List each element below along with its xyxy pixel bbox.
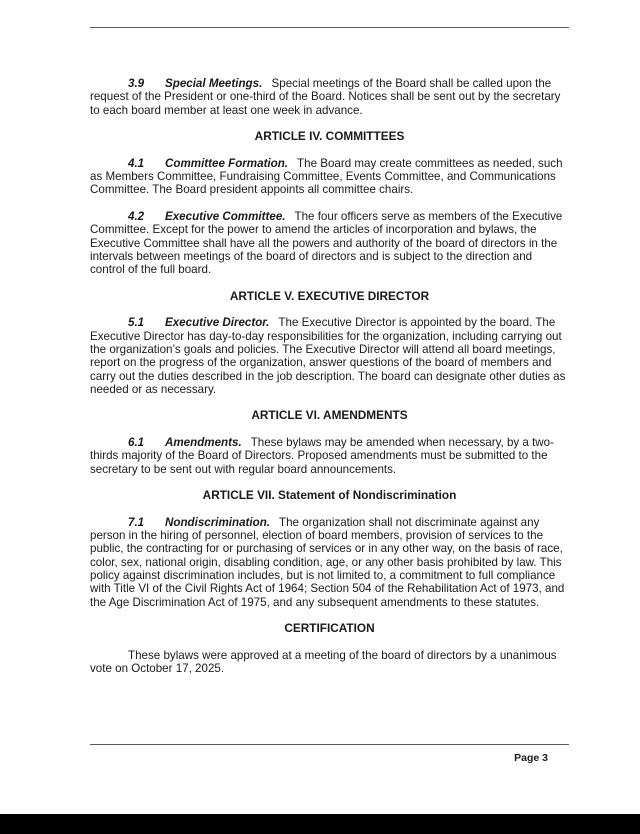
certification-text — [90, 649, 569, 676]
header-rule — [90, 27, 569, 28]
clause-title: Executive Committee. — [165, 209, 286, 223]
clause-4-1 — [90, 157, 569, 197]
article-v-heading: ARTICLE V. EXECUTIVE DIRECTOR — [229, 288, 430, 303]
article-iv-heading: ARTICLE IV. COMMITTEES — [254, 129, 405, 144]
clause-title: Committee Formation. — [165, 156, 289, 170]
page-number: Page 3 — [514, 752, 548, 764]
article-vii-heading: ARTICLE VII. Statement of Nondiscrimination — [202, 488, 457, 503]
page-content — [90, 77, 569, 689]
clause-text: Special meetings of the Board shall be called upon the request of the President or one-third of the Board. Notices shall be sent out by the secretary to each board member at least one week in advance. — [90, 77, 561, 117]
clause-6-1 — [90, 436, 569, 476]
certification-body: These bylaws were approved at a meeting of the board of directors by a unanimous vote on October 17, 2025. — [90, 648, 557, 676]
footer-rule — [90, 744, 569, 745]
clause-7-1 — [90, 516, 569, 609]
clause-5-1 — [90, 316, 569, 396]
clause-text: The Executive Director is appointed by the board. The Executive Director has day-to-day responsibilities for the organization, including carrying out the organization’s goals and policies. The Executive Director will attend all board meetings, report on the progress of the organization, answer questions of the board of members and carry out the duties described in the job description. The board can designate other duties as needed or as necessary. — [90, 316, 566, 396]
clause-title: Special Meetings. — [165, 77, 263, 90]
viewer-bottom-bar — [0, 814, 640, 834]
clause-number: 5.1 — [128, 316, 145, 330]
clause-4-2 — [90, 210, 569, 276]
clause-number: 4.1 — [128, 156, 145, 170]
clause-text: These bylaws may be amended when necessary, by a two-thirds majority of the Board of Directors. Proposed amendments must be submitted to the secretary to be sent out with regular board announcements. — [90, 436, 554, 476]
clause-number: 3.9 — [128, 77, 145, 90]
clause-title: Amendments. — [165, 436, 242, 450]
certification-heading: CERTIFICATION — [284, 621, 375, 636]
clause-text: The Board may create committees as needed, such as Members Committee, Fundraising Committee, Events Committee, and Communications Committee. The Board president appoints all committee chairs. — [90, 156, 563, 197]
clause-3-9 — [90, 77, 569, 117]
clause-number: 4.2 — [128, 209, 145, 223]
article-vi-heading: ARTICLE VI. AMENDMENTS — [251, 408, 408, 423]
clause-text: The organization shall not discriminate against any person in the hiring of personnel, election of board members, provision of services to the public, the contracting for or purchasing of services or in any other way, on the basis of race, color, sex, national origin, disabling condition, age, or any other basis prohibited by law. This policy against discrimination includes, but is not limited to, a commitment to full compliance with Title VI of the Civil Rights Act of 1964; Section 504 of the Rehabilitation Act of 1973, and the Age Discrimination Act of 1975, and any subsequent amendments to these statutes. — [90, 515, 565, 609]
clause-text: The four officers serve as members of the Executive Committee. Except for the power to amend the articles of incorporation and bylaws, the Executive Committee shall have all the powers and authority of the board of directors in the intervals between meetings of the board of directors and is subject to the direction and control of the full board. — [90, 209, 563, 277]
clause-number: 7.1 — [128, 515, 145, 529]
clause-title: Nondiscrimination. — [165, 515, 270, 529]
clause-number: 6.1 — [128, 436, 145, 450]
clause-title: Executive Director. — [165, 316, 270, 330]
